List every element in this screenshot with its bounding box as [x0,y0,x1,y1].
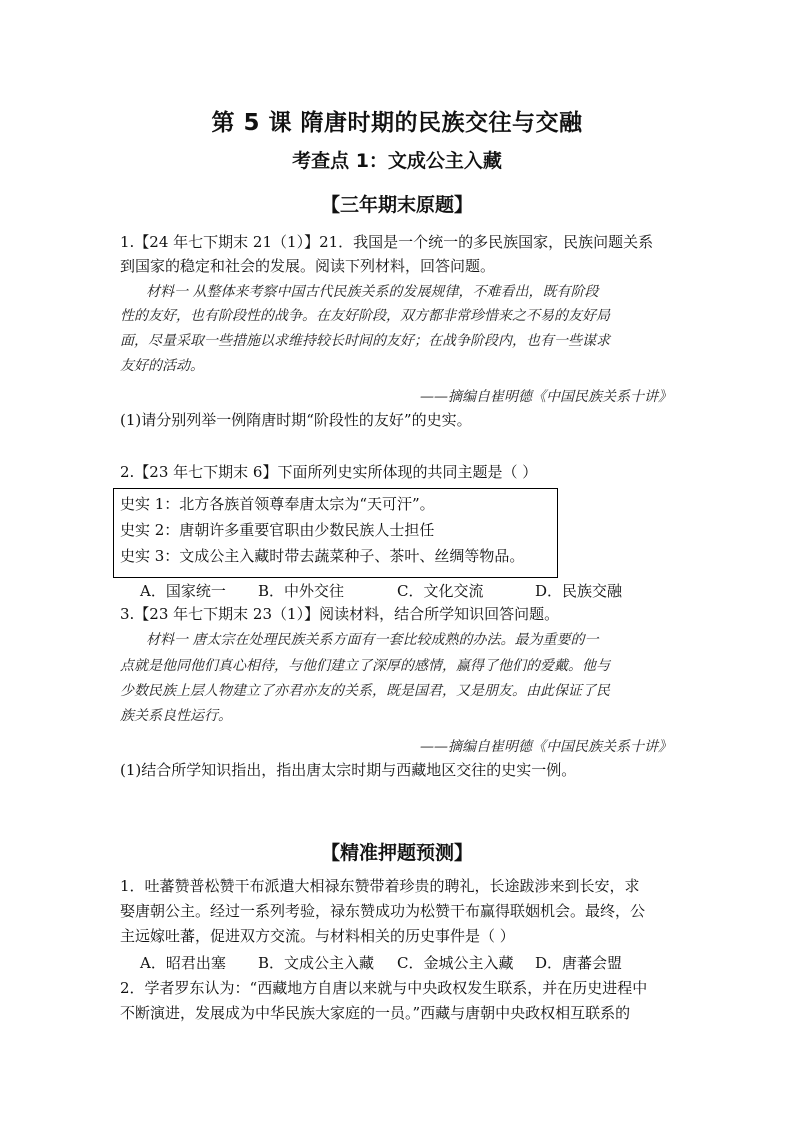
q1-stem-line-2: 到国家的稳定和社会的发展。阅读下列材料，回答问题。 [120,257,496,275]
q3-question: (1)结合所学知识指出，指出唐太宗时期与西藏地区交往的史实一例。 [120,761,577,779]
p2-stem-line-2: 不断演进，发展成为中华民族大家庭的一员。”西藏与唐朝中央政权相互联系的 [120,1004,631,1022]
page-title: 第 5 课 隋唐时期的民族交往与交融 [211,110,583,136]
q1-material-line-4: 友好的活动。 [120,358,204,374]
q2-stem: 2.【23 年七下期末 6】下面所列史实所体现的共同主题是（ ） [120,463,538,481]
section-heading-past-exams: 【三年期末原题】 [320,194,473,216]
q2-option-c: C．文化交流 [397,582,484,600]
q2-option-d: D．民族交融 [535,582,623,600]
p1-option-b: B．文成公主入藏 [258,954,375,972]
p1-option-c: C．金城公主入藏 [397,954,514,972]
q3-material-line-2: 点就是他同他们真心相待，与他们建立了深厚的感情，赢得了他们的爱戴。他与 [120,658,610,674]
q1-source: ——摘编自崔明德《中国民族关系十讲》 [420,389,672,405]
p1-stem-line-2: 娶唐朝公主。经过一系列考验，禄东赞成功为松赞干布赢得联姻机会。最终，公 [120,902,646,920]
q2-option-a: A．国家统一 [140,582,226,600]
p2-stem-line-1: 2．学者罗东认为：“西藏地方自唐以来就与中央政权发生联系，并在历史进程中 [120,979,648,997]
q3-stem: 3.【23 年七下期末 23（1）】阅读材料，结合所学知识回答问题。 [120,605,560,623]
section-heading-predictions: 【精准押题预测】 [320,842,473,864]
q3-material-line-1: 材料一 唐太宗在处理民族关系方面有一套比较成熟的办法。最为重要的一 [146,632,599,648]
q3-material-line-4: 族关系良性运行。 [120,708,232,724]
q1-question: (1)请分别列举一例隋唐时期“阶段性的友好”的史实。 [120,411,472,429]
p1-option-d: D．唐蕃会盟 [535,954,623,972]
q1-material-line-2: 性的友好，也有阶段性的战争。在友好阶段，双方都非常珍惜来之不易的友好局 [120,308,610,324]
q1-stem-line-1: 1.【24 年七下期末 21（1）】21．我国是一个统一的多民族国家，民族问题关系 [120,233,654,251]
q3-material-line-3: 少数民族上层人物建立了亦君亦友的关系，既是国君，又是朋友。由此保证了民 [120,683,610,699]
q2-fact-3: 史实 3：文成公主入藏时带去蔬菜种子、茶叶、丝绸等物品。 [120,547,525,565]
p1-stem-line-1: 1．吐蕃赞普松赞干布派遣大相禄东赞带着珍贵的聘礼，长途跋涉来到长安，求 [120,877,640,895]
q2-fact-1: 史实 1：北方各族首领尊奉唐太宗为“天可汗”。 [120,495,435,513]
q1-material-line-1: 材料一 从整体来考察中国古代民族关系的发展规律，不难看出，既有阶段 [146,284,599,300]
q1-material-line-3: 面，尽量采取一些措施以求维持较长时间的友好；在战争阶段内，也有一些谋求 [120,333,610,349]
page-subtitle: 考查点 1：文成公主入藏 [292,150,502,172]
p1-option-a: A．昭君出塞 [140,954,226,972]
q2-fact-2: 史实 2：唐朝许多重要官职由少数民族人士担任 [120,521,435,539]
q2-option-b: B．中外交往 [258,582,345,600]
p1-stem-line-3: 主远嫁吐蕃，促进双方交流。与材料相关的历史事件是（ ） [120,927,515,945]
q3-source: ——摘编自崔明德《中国民族关系十讲》 [420,739,672,755]
